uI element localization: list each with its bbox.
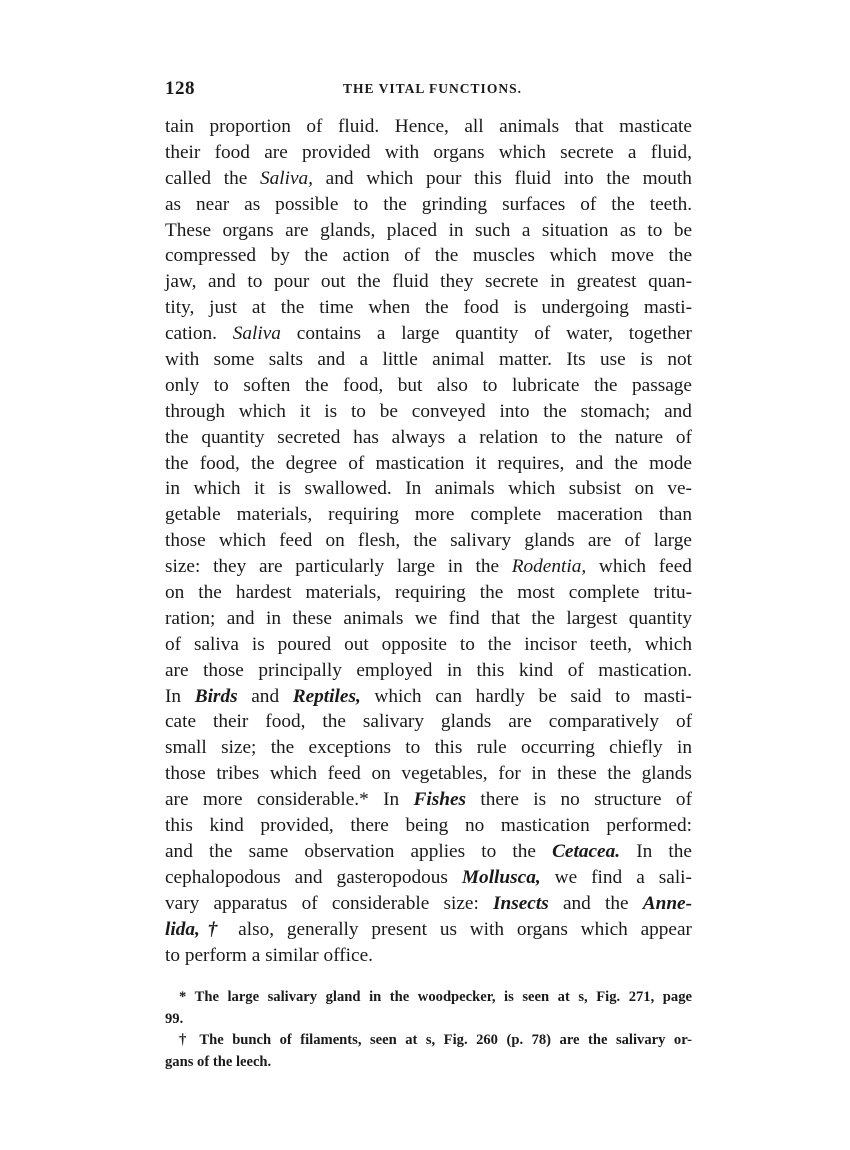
text-line: the quantity secreted has always a relation to the nature of [165,426,692,448]
running-head: THE VITAL FUNCTIONS. [343,81,522,96]
page-header [165,78,700,102]
footnote-line: 99. [165,1010,184,1027]
text-line: small size; the exceptions to this rule occurring chiefly in [165,737,692,759]
text-line: ration; and in these animals we find that the largest quantity [165,607,692,629]
footnote-line: * The large salivary gland in the woodpecker, is seen at s, Fig. 271, page [179,989,692,1005]
text-line: cation. Saliva contains a large quantity of water, together [165,323,692,345]
text-line: on the hardest materials, requiring the most complete tritu- [165,582,693,604]
text-line: In Birds and Reptiles, which can hardly be said to masti- [165,685,692,707]
text-line: their food are provided with organs which secrete a fluid, [165,141,692,163]
text-line: to perform a similar office. [165,944,373,966]
text-line: These organs are glands, placed in such a situation as to be [165,219,693,241]
body-text [165,114,692,968]
text-line: are more considerable.* In Fishes there is no structure of [165,789,692,811]
text-line: of saliva is poured out opposite to the incisor teeth, which [165,633,692,655]
text-line: tity, just at the time when the food is undergoing masti- [165,297,693,319]
text-line: called the Saliva, and which pour this fluid into the mouth [165,167,692,189]
text-line: with some salts and a little animal matter. Its use is not [165,349,692,371]
text-line: only to soften the food, but also to lubricate the passage [165,374,692,396]
text-line: vary apparatus of considerable size: Insects and the Anne- [165,892,693,914]
text-line: this kind provided, there being no mastication performed: [165,815,692,837]
page-number: 128 [165,78,195,99]
footnote-line: gans of the leech. [165,1053,272,1070]
text-line: tain proportion of fluid. Hence, all animals that masticate [165,116,692,137]
text-line: those which feed on flesh, the salivary glands are of large [165,530,692,552]
text-line: in which it is swallowed. In animals which subsist on ve- [165,478,692,500]
text-line: through which it is to be conveyed into the stomach; and [165,400,692,422]
text-line: getable materials, requiring more complete maceration than [165,504,693,526]
text-line: the food, the degree of mastication it requires, and the mode [165,452,692,474]
text-line: and the same observation applies to the Cetacea. In the [165,840,692,862]
text-line: lida,† also, generally present us with organs which appear [165,918,692,940]
text-line: size: they are particularly large in the Rodentia, which feed [165,556,692,578]
footnotes [165,987,692,1073]
text-line: cephalopodous and gasteropodous Mollusca, we find a sali- [165,866,692,888]
text-line: jaw, and to pour out the fluid they secrete in greatest quan- [165,271,692,293]
text-line: compressed by the action of the muscles which move the [165,245,693,267]
text-line: as near as possible to the grinding surfaces of the teeth. [165,193,693,215]
text-line: are those principally employed in this kind of mastication. [165,659,692,681]
text-line: those tribes which feed on vegetables, for in these the glands [165,763,692,785]
footnote-line: † The bunch of filaments, seen at s, Fig. 260 (p. 78) are the salivary or- [179,1032,692,1048]
text-line: cate their food, the salivary glands are comparatively of [165,711,693,733]
